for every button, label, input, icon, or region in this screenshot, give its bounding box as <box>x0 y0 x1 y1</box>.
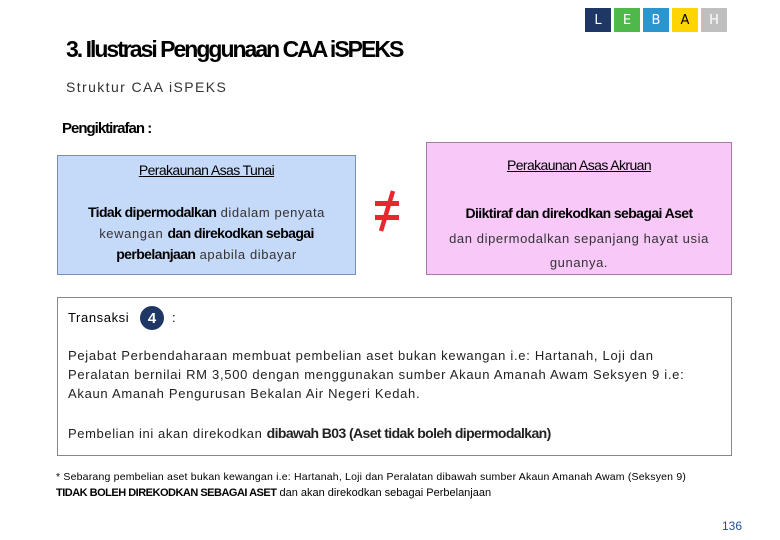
not-equal-icon <box>372 188 402 234</box>
page-number: 136 <box>722 519 743 533</box>
accrual-basis-box <box>426 142 732 275</box>
cash-basis-text-4: apabila dibayar <box>195 247 297 262</box>
cash-basis-text-2: didalam penyata kewangan <box>99 205 325 241</box>
transaction-description: Pejabat Perbendaharaan membuat pembelian aset bukan kewangan i.e: Hartanah, Loji dan Peralatan bernilai RM 3,500 dengan menggunakan sumber Akaun Amanah Awam Seksyen 9 i.e: Akaun Amanah Pengurusan Bekalan Air Negeri Kedah. <box>68 348 685 401</box>
nav-tab-l[interactable]: L <box>585 8 611 32</box>
cash-basis-text <box>64 202 349 265</box>
footnote-rest: dan akan direkodkan sebagai Perbelanjaan <box>276 487 492 499</box>
cash-basis-text-1: Tidak dipermodalkan <box>87 204 217 220</box>
record-prefix: Pembelian ini akan direkodkan <box>68 426 267 441</box>
nav-tab-a[interactable]: A <box>672 8 698 32</box>
cash-basis-text-3: dan direkodkan sebagai perbelanjaan <box>116 225 314 262</box>
accrual-basis-line1: Diiktiraf dan direkodkan sebagai Aset <box>465 205 693 221</box>
transaction-box <box>57 297 732 456</box>
footnote-line2 <box>56 487 491 499</box>
record-strong: dibawah B03 (Aset tidak boleh dipermodalkan) <box>266 425 551 441</box>
neq-slash <box>381 191 393 231</box>
section-nav <box>585 8 727 32</box>
transaction-number-badge: 4 <box>140 306 164 330</box>
transaction-label: Transaksi <box>68 310 130 325</box>
nav-tab-b[interactable]: B <box>643 8 669 32</box>
page-subtitle: Struktur CAA iSPEKS <box>66 79 228 95</box>
nav-tab-h[interactable]: H <box>701 8 727 32</box>
transaction-record-note <box>68 425 551 441</box>
accrual-basis-heading: Perakaunan Asas Akruan <box>506 157 652 173</box>
page-title: 3. Ilustrasi Penggunaan CAA iSPEKS <box>66 36 403 62</box>
recognition-label: Pengiktirafan : <box>62 120 152 137</box>
nav-tab-e[interactable]: E <box>614 8 640 32</box>
cash-basis-heading: Perakaunan Asas Tunai <box>138 162 275 178</box>
cash-basis-box <box>57 155 356 275</box>
footnote-strong: TIDAK BOLEH DIREKODKAN SEBAGAI ASET <box>56 487 277 499</box>
footnote-line1: * Sebarang pembelian aset bukan kewangan i.e: Hartanah, Loji dan Peralatan dibawah sumber Akaun Amanah Awam (Seksyen 9) <box>56 471 687 483</box>
accrual-basis-line2: dan dipermodalkan sepanjang hayat usia gunanya. <box>449 231 709 270</box>
transaction-colon: : <box>172 310 176 325</box>
